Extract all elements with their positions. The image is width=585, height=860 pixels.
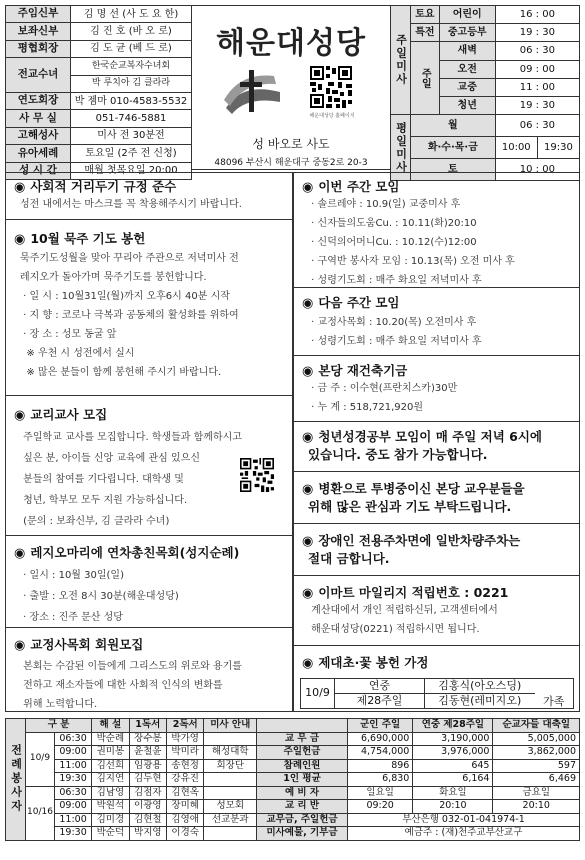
flower-occasion: 제28주일 [335, 694, 425, 709]
mass-day: 월 [411, 115, 496, 137]
liturgy-header: 2독서 [166, 719, 203, 733]
qr-code-icon[interactable] [240, 458, 274, 492]
finance-cell: 3,862,000 [493, 746, 580, 760]
finance-cell: 4,754,000 [347, 746, 412, 760]
bullet-icon: ◉ [14, 180, 26, 195]
notice-title [14, 229, 145, 247]
liturgy-cell: 박순례 [92, 732, 129, 746]
divider [6, 395, 292, 396]
divider [294, 421, 579, 422]
bullet-icon: ◉ [302, 296, 314, 311]
notice-body: · 교정사목회 : 10.20(목) 오전미사 후 · 성령기도회 : 매주 화요일 저녁미사 후 [311, 317, 482, 347]
mass-type: 오전 [439, 60, 495, 78]
divider [6, 627, 292, 628]
reserve-time: 20:10 [493, 800, 580, 814]
reserve-label: 교 리 반 [257, 800, 348, 814]
notice-title [14, 177, 176, 195]
staff-value: 박 루치아 김 클라라 [71, 75, 192, 92]
liturgy-cell: 09:00 [54, 800, 91, 814]
flower-offering-table [300, 678, 574, 709]
liturgy-cell: 박미라 [166, 746, 203, 760]
notice-title-text: 제대초·꽃 봉헌 가정 [318, 655, 429, 670]
liturgy-cell: 김선희 [92, 759, 129, 773]
bullet-icon: ◉ [302, 180, 314, 195]
finance-cell: 5,005,000 [493, 732, 580, 746]
mass-time: 16 : 00 [495, 6, 579, 24]
flower-occasion: 연중 [335, 679, 425, 694]
mass-day: 주일 [411, 42, 440, 115]
notice-body: 있습니다. 중도 참가 가능합니다. [308, 447, 488, 462]
liturgy-cell: 김현옥 [166, 786, 203, 800]
mass-schedule-table [390, 5, 580, 181]
notice-title [14, 635, 143, 653]
bullet-icon: ◉ [14, 638, 26, 653]
mass-type: 어린이 [439, 6, 495, 24]
mass-time: 10 : 00 [495, 159, 579, 181]
flower-family: 김동현(레미지오) [425, 694, 535, 709]
liturgy-cell: 윤철윤 [129, 746, 166, 760]
finance-cell: 597 [493, 759, 580, 773]
liturgy-cell: 강유진 [166, 773, 203, 787]
bullet-icon: ◉ [14, 408, 26, 423]
liturgy-cell: 성모회 [204, 800, 257, 814]
finance-cell: 896 [347, 759, 412, 773]
divider [294, 355, 579, 356]
notice-body: · 솔르레야 : 10.9(일) 교중미사 후 · 신자들의도움Cu. : 10.11(화)20:10 · 신덕의어머니Cu. : 10.12(수)12:00 · 구역반 봉사자 모임 : 10.13(목) 오전 미사 후 · 성령기도회 : 매주 화요일 저녁미사 후 [311, 199, 515, 286]
notice-title-text: 장애인 전용주차면에 일반차량주차는 [318, 533, 521, 548]
mass-time: 11 : 00 [495, 78, 579, 96]
staff-value: 미사 전 30분전 [71, 127, 192, 144]
weekday-mass-label: 평일미사 [391, 115, 411, 181]
mass-type: 교중 [439, 78, 495, 96]
liturgy-cell: 박가영 [166, 732, 203, 746]
liturgy-cell: 09:00 [54, 746, 91, 760]
liturgy-cell: 이경숙 [166, 827, 203, 841]
liturgy-cell [204, 773, 257, 787]
flower-suffix: 가족 [535, 679, 574, 709]
notice-title-text: 병환으로 투병중이신 본당 교우분들을 [318, 481, 525, 496]
divider [6, 219, 292, 220]
bullet-icon: ◉ [302, 534, 314, 549]
left-notices [5, 172, 293, 712]
notice-title [302, 177, 400, 195]
mass-day: 화·수·목·금 [411, 137, 496, 159]
notice-title-text: 교리교사 모집 [30, 407, 108, 422]
liturgy-cell: 06:30 [54, 786, 91, 800]
notice-body: 절대 금합니다. [308, 551, 390, 566]
reserve-day: 화요일 [413, 786, 493, 800]
notice-body: 계산대에서 개인 적립하신뒤, 고객센터에서 해운대성당(0221) 적립하시면 됩니다. [311, 605, 498, 635]
staff-label: 전교수녀 [6, 58, 71, 93]
staff-label: 연도회장 [6, 92, 71, 109]
staff-label: 사 무 실 [6, 110, 71, 127]
liturgy-cell: 선교분과 [204, 813, 257, 827]
notice-body: · 일시 : 10월 30일(일) · 출발 : 오전 8시 30분(해운대성당) · 장소 : 진주 문산 성당 [23, 570, 179, 623]
sunday-mass-label: 주일미사 [391, 6, 411, 115]
finance-header [257, 719, 348, 733]
flower-family: 김홍식(아오스딩) [425, 679, 535, 694]
qr-caption: 해운대성당 홈페이지 [309, 113, 355, 119]
reserve-time: 20:10 [413, 800, 493, 814]
staff-table [5, 5, 192, 180]
liturgy-cell: 박지영 [129, 827, 166, 841]
staff-value: 한국순교복자수녀회 [71, 58, 192, 75]
reserve-day: 금요일 [493, 786, 580, 800]
notice-body: 위해 많은 관심과 기도 부탁드립니다. [308, 499, 512, 514]
flower-date: 10/9 [301, 679, 335, 709]
church-address: 48096 부산시 해운대구 중동2로 20-3 [214, 158, 368, 168]
notice-body: 성전 내에서는 마스크를 꼭 착용해주시기 바랍니다. [20, 199, 242, 210]
liturgy-cell: 회장단 [204, 759, 257, 773]
liturgy-cell [204, 732, 257, 746]
reserve-time: 09:20 [347, 800, 412, 814]
liturgy-cell [204, 827, 257, 841]
liturgy-cell: 송현정 [166, 759, 203, 773]
staff-value: 김 도 균 (베 드 로) [71, 40, 192, 57]
liturgy-header: 미사 안내 [204, 719, 257, 733]
notice-title [14, 405, 107, 423]
bullet-icon: ◉ [302, 364, 314, 379]
church-logo-icon [222, 62, 284, 118]
notice-title-text: 이번 주간 모임 [318, 179, 400, 194]
finance-cell: 6,830 [347, 773, 412, 787]
notice-title [302, 653, 428, 671]
mass-type: 새벽 [439, 42, 495, 60]
bank-label: 미사예물, 기부금 [257, 827, 348, 841]
notice-title [302, 583, 508, 601]
divider [294, 287, 579, 288]
divider [294, 523, 579, 524]
notice-title [302, 293, 400, 311]
staff-value: 김 진 호 (바 오 로) [71, 23, 192, 40]
finance-header: 순교자들 대축일 [493, 719, 580, 733]
bullet-icon: ◉ [14, 546, 26, 561]
staff-label: 고해성사 [6, 127, 71, 144]
bullet-icon: ◉ [302, 430, 314, 445]
liturgy-date: 10/16 [26, 786, 55, 840]
liturgy-header: 구 분 [26, 719, 92, 733]
finance-label: 교 무 금 [257, 732, 348, 746]
liturgy-cell: 박원석 [92, 800, 129, 814]
liturgy-header: 1독서 [129, 719, 166, 733]
liturgy-cell: 장수봉 [129, 732, 166, 746]
liturgy-finance-table [5, 718, 580, 841]
divider [294, 471, 579, 472]
mass-time: 10:00 [495, 137, 537, 159]
liturgy-cell: 이광영 [129, 800, 166, 814]
finance-header: 연중 제28주일 [413, 719, 493, 733]
notice-title-text: 청년성경공부 모임이 매 주일 저녁 6시에 [318, 429, 543, 444]
reserve-day: 일요일 [347, 786, 412, 800]
finance-label: 1인 평균 [257, 773, 348, 787]
liturgy-date: 10/9 [26, 732, 55, 786]
mass-type: 청년 [439, 96, 495, 114]
mass-time: 09 : 00 [495, 60, 579, 78]
notice-title-text: 교정사목회 회원모집 [30, 637, 144, 652]
staff-label: 보좌신부 [6, 23, 71, 40]
liturgy-cell: 11:00 [54, 813, 91, 827]
staff-value: 김 명 선 (사 도 요 한) [71, 6, 192, 23]
notice-body: · 금 주 : 이수현(프란치스카)30만 · 누 계 : 518,721,920원 [311, 383, 458, 413]
bullet-icon: ◉ [302, 656, 314, 671]
mass-time: 06 : 30 [495, 42, 579, 60]
header-center [192, 5, 390, 170]
liturgy-cell: 19:30 [54, 827, 91, 841]
liturgy-cell: 김미경 [92, 813, 129, 827]
liturgy-cell: 김영애 [166, 813, 203, 827]
liturgy-side-label: 전례봉사자 [6, 719, 26, 841]
qr-code-icon[interactable] [310, 66, 352, 108]
divider [294, 575, 579, 576]
bank-holder: 예금주 : (재)천주교부산교구 [347, 827, 579, 841]
notice-title-text: 사회적 거리두기 규정 준수 [30, 179, 177, 194]
liturgy-cell: 김지연 [92, 773, 129, 787]
mass-time: 19 : 30 [495, 96, 579, 114]
notice-title-text: 이마트 마일리지 적립번호 : 0221 [318, 585, 509, 600]
liturgy-cell: 김현철 [129, 813, 166, 827]
mass-time: 19:30 [537, 137, 579, 159]
liturgy-cell: 김남영 [92, 786, 129, 800]
staff-label: 성 시 간 [6, 162, 71, 179]
notice-title-text: 본당 재건축기금 [318, 363, 408, 378]
staff-value: 051-746-5881 [71, 110, 192, 127]
notice-body: 본회는 수감된 이들에게 그리스도의 위로와 용기를 전하고 재소자들에 대한 사회적 인식의 변화를 위해 노력합니다. [23, 661, 242, 710]
mass-type: 중고등부 [439, 24, 495, 42]
finance-cell: 645 [413, 759, 493, 773]
liturgy-cell: 해성대학 [204, 746, 257, 760]
mass-day: 특전 [411, 24, 440, 42]
liturgy-cell: 장미혜 [166, 800, 203, 814]
finance-cell: 3,190,000 [413, 732, 493, 746]
notice-body: 묵주기도성월을 맞아 꾸리아 주관으로 저녁미사 전 레지오가 돌아가며 묵주기도를 봉헌합니다. · 일 시 : 10월31일(월)까지 오후6시 40분 시작 · 지 향 : 코로나 극복과 공동체의 활성화를 위하여 · 장 소 : 성모 동굴 앞 ※ 우천 시 성전에서 실시 ※ 많은 분들이 함께 봉헌해 주시기 바랍니다. [20, 253, 239, 378]
liturgy-cell: 임광용 [129, 759, 166, 773]
mass-time: 19 : 30 [495, 24, 579, 42]
mass-day: 토요 [411, 6, 440, 24]
notice-title-text: 다음 주간 모임 [318, 295, 400, 310]
right-notices [293, 172, 580, 712]
bank-label: 교무금, 주일헌금 [257, 813, 348, 827]
finance-header: 군인 주일 [347, 719, 412, 733]
staff-value: 매월 첫목요일 20:00 [71, 162, 192, 179]
staff-value: 토요일 (2주 전 신청) [71, 145, 192, 162]
liturgy-cell: 19:30 [54, 773, 91, 787]
liturgy-cell [204, 786, 257, 800]
notice-title-text: 10월 묵주 기도 봉헌 [30, 231, 146, 246]
notice-title-text: 레지오마리에 연차총친목회(성지순례) [30, 545, 240, 560]
liturgy-cell: 김두현 [129, 773, 166, 787]
mass-day: 토 [411, 159, 496, 181]
church-name: 해운대성당 [216, 26, 366, 61]
finance-label: 참례인원 [257, 759, 348, 773]
liturgy-cell: 박순덕 [92, 827, 129, 841]
liturgy-cell: 권미봉 [92, 746, 129, 760]
finance-cell: 3,976,000 [413, 746, 493, 760]
divider [294, 645, 579, 646]
patron-saint: 성 바오로 사도 [252, 137, 330, 151]
bullet-icon: ◉ [14, 232, 26, 247]
reserve-label: 예 비 자 [257, 786, 348, 800]
finance-label: 주일헌금 [257, 746, 348, 760]
finance-cell: 6,690,000 [347, 732, 412, 746]
divider [6, 535, 292, 536]
staff-label: 유아세례 [6, 145, 71, 162]
finance-cell: 6,164 [413, 773, 493, 787]
liturgy-cell: 06:30 [54, 732, 91, 746]
liturgy-cell: 김점자 [129, 786, 166, 800]
staff-value: 박 젬마 010-4583-5532 [71, 92, 192, 109]
liturgy-cell: 11:00 [54, 759, 91, 773]
notice-title [302, 361, 407, 379]
liturgy-header: 해 설 [92, 719, 129, 733]
notice-body: 주일학교 교사를 모집합니다. 학생들과 함께하시고 싶은 분, 아이들 신앙 교육에 관심 있으신 분들의 참여를 기다립니다. 대학생 및 청년, 학부모 모두 지원 가능하십니다. (문의 : 보좌신부, 김 클라라 수녀) [23, 432, 242, 527]
bullet-icon: ◉ [302, 586, 314, 601]
finance-cell: 6,469 [493, 773, 580, 787]
staff-label: 주임신부 [6, 6, 71, 23]
mass-time: 06 : 30 [495, 115, 579, 137]
bullet-icon: ◉ [302, 482, 314, 497]
staff-label: 평협회장 [6, 40, 71, 57]
notice-title [14, 543, 239, 561]
bank-account: 부산은행 032-01-041974-1 [347, 813, 579, 827]
